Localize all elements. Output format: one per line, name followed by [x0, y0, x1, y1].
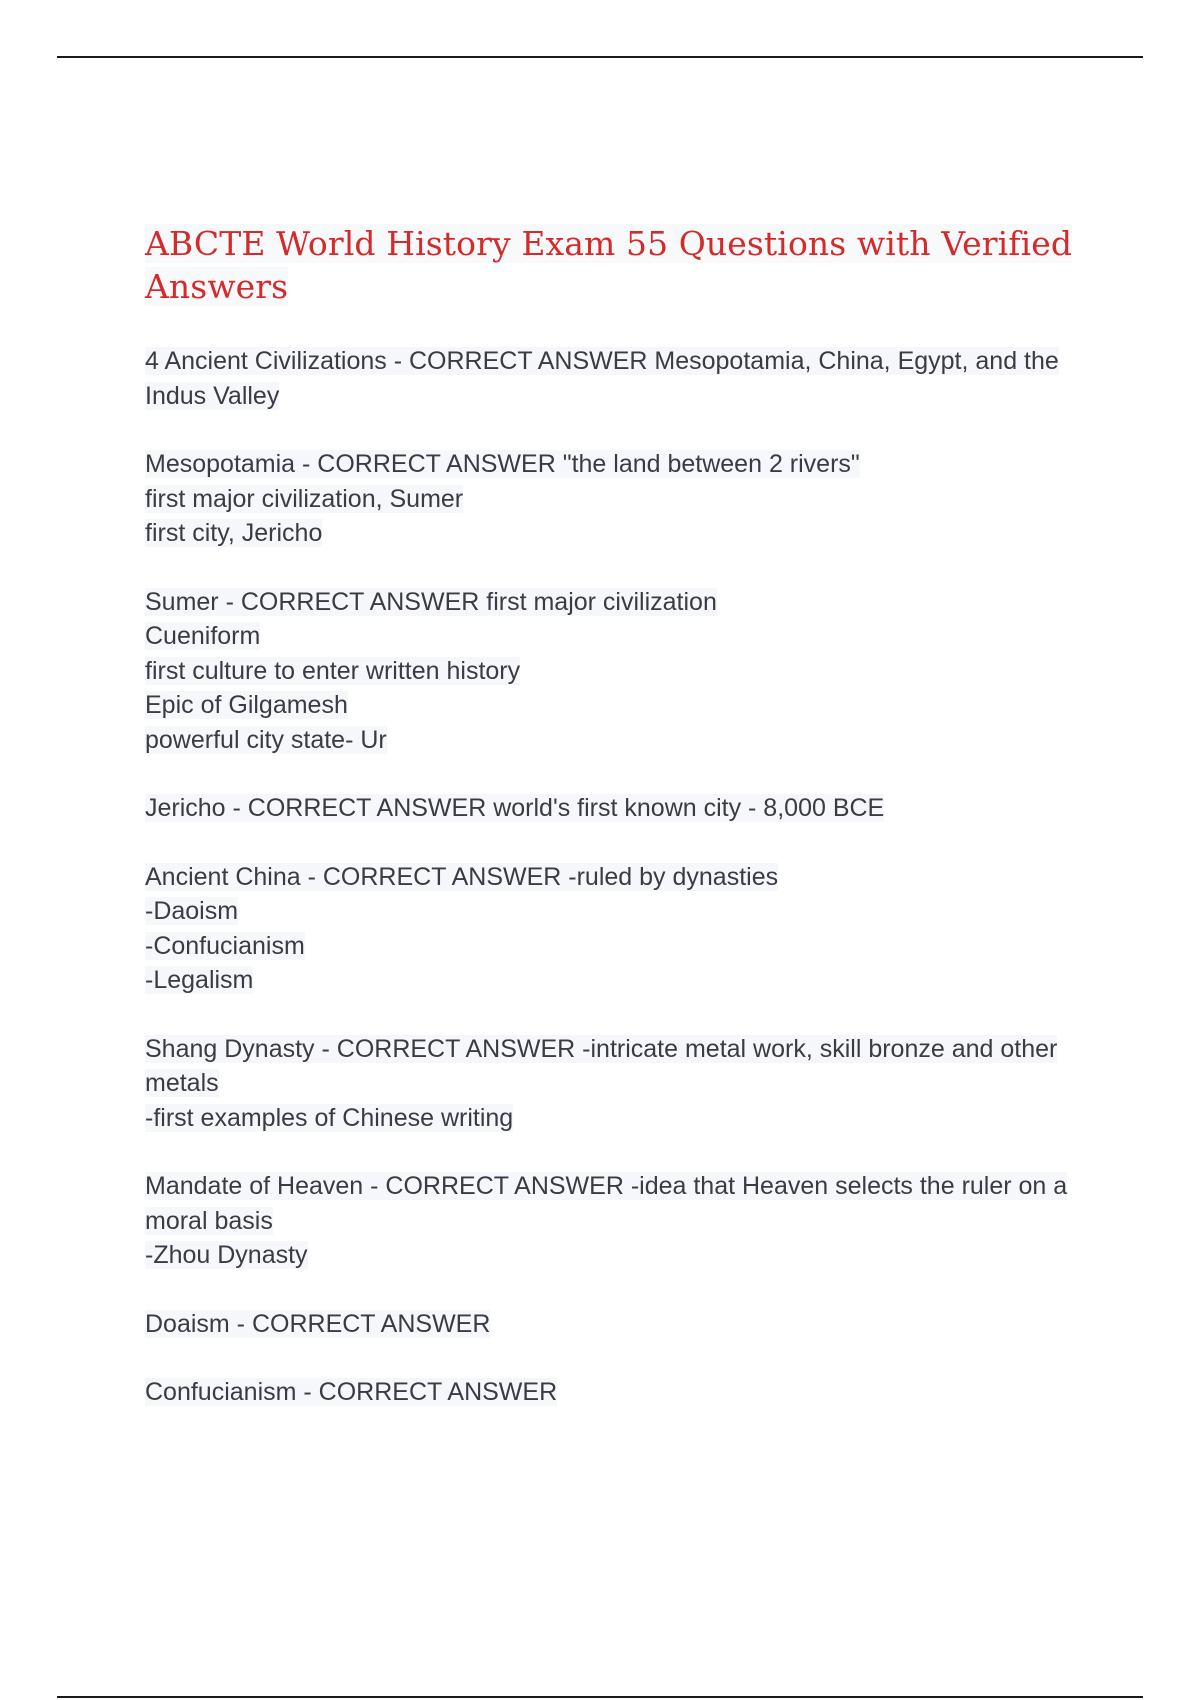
entry-line: Mesopotamia - CORRECT ANSWER "the land between 2 rivers" [145, 450, 860, 478]
entry-line: powerful city state- Ur [145, 725, 387, 754]
qa-entry [145, 1375, 1075, 1410]
entry-line: -Legalism [145, 966, 254, 994]
entry-line: first culture to enter written history [145, 656, 521, 685]
entry-line: first major civilization, Sumer [145, 484, 464, 513]
entry-line: Jericho - CORRECT ANSWER world's first known city - 8,000 BCE [145, 794, 885, 822]
qa-entry [145, 344, 1075, 413]
qa-entry [145, 860, 1075, 998]
entry-line: -Zhou Dynasty [145, 1241, 308, 1269]
entry-line: Cueniform [145, 622, 261, 650]
qa-entry [145, 1032, 1075, 1136]
qa-entry [145, 447, 1075, 551]
document-title: ABCTE World History Exam 55 Questions with Verified Answers [145, 224, 1073, 306]
entry-line: Indus Valley [145, 381, 280, 410]
entry-line: Confucianism - CORRECT ANSWER [145, 1378, 558, 1406]
qa-entry [145, 585, 1075, 758]
entry-line: -Daoism [145, 897, 239, 925]
qa-entry [145, 1169, 1075, 1273]
entry-line: Sumer - CORRECT ANSWER first major civilization [145, 587, 717, 616]
title-block [145, 222, 1075, 308]
top-divider [57, 56, 1143, 58]
qa-entry [145, 791, 1075, 826]
entry-line: -Confucianism [145, 931, 305, 960]
document-content [145, 222, 1075, 1444]
entry-line: Ancient China - CORRECT ANSWER -ruled by dynasties [145, 862, 779, 891]
entry-line: -first examples of Chinese writing [145, 1103, 514, 1132]
entry-line: moral basis [145, 1206, 273, 1235]
qa-entry [145, 1307, 1075, 1342]
entry-line: first city, Jericho [145, 519, 323, 547]
entry-line: Doaism - CORRECT ANSWER [145, 1309, 491, 1338]
entry-line: Shang Dynasty - CORRECT ANSWER -intricate metal work, skill bronze and other [145, 1034, 1058, 1063]
entry-line: 4 Ancient Civilizations - CORRECT ANSWER Mesopotamia, China, Egypt, and the [145, 347, 1059, 375]
entry-line: Mandate of Heaven - CORRECT ANSWER -idea that Heaven selects the ruler on a [145, 1172, 1068, 1200]
bottom-divider [57, 1696, 1143, 1698]
entry-line: Epic of Gilgamesh [145, 691, 348, 719]
entry-line: metals [145, 1069, 219, 1097]
